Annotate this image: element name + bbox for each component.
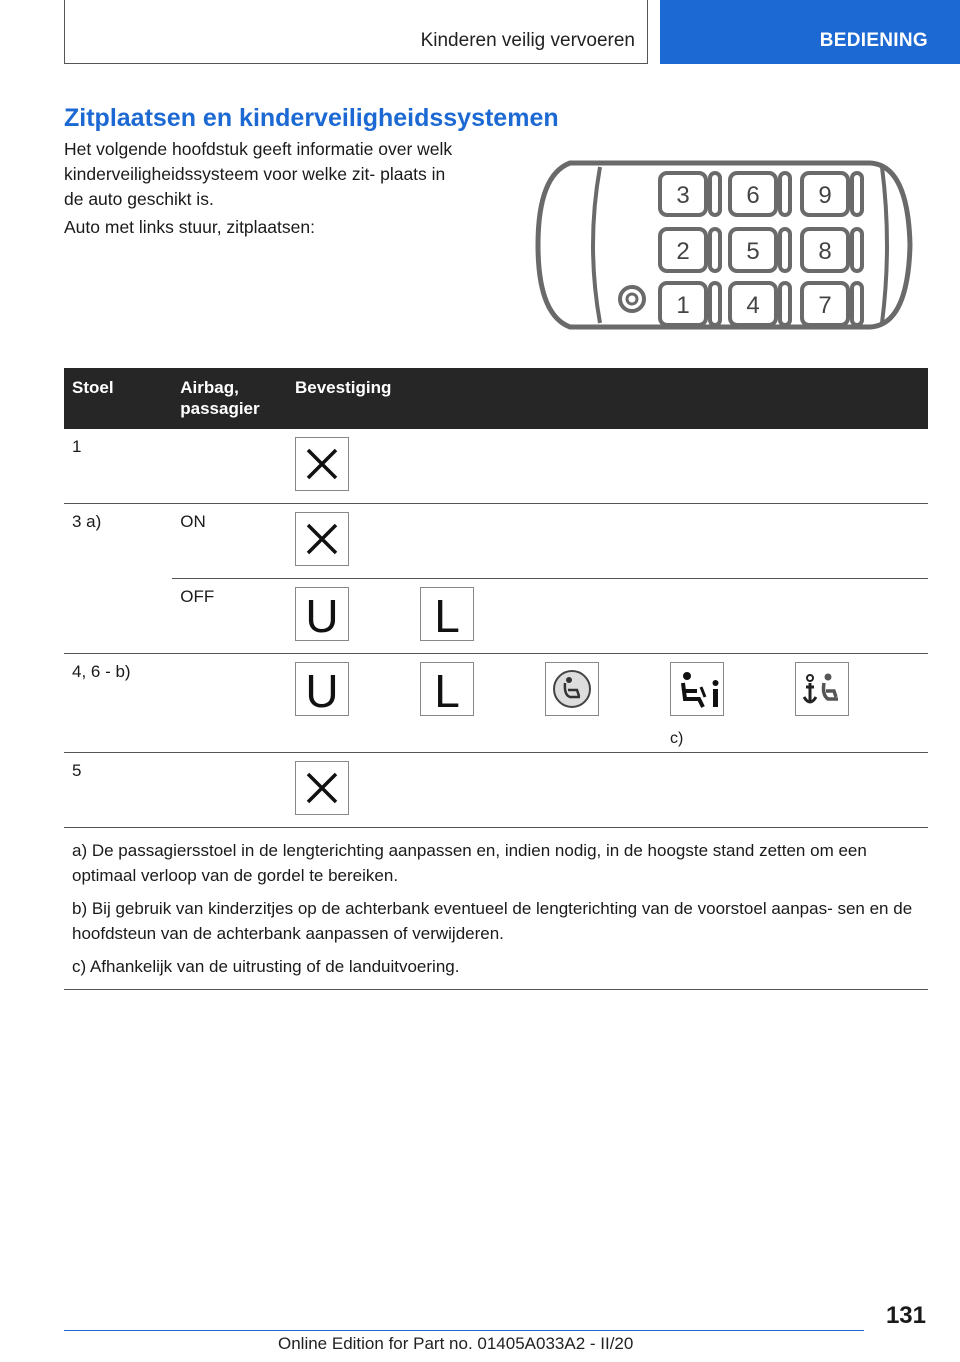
mounting-cell [287, 429, 928, 504]
icon-slot [545, 662, 670, 752]
column-header-mounting: Bevestiging [287, 368, 928, 429]
footnote-a: a) De passagiersstoel in de lengterichting aanpassen en, indien nodig, in de hoogste stand zetten om een optimaal verloop van de gordel te bereiken. [72, 841, 867, 885]
footnotes-row [64, 828, 928, 990]
icon-slot [295, 587, 420, 653]
not-suitable-icon [295, 512, 349, 566]
icon-slot [295, 512, 420, 578]
universal-category-icon [295, 587, 349, 641]
seat-number: 5 [746, 238, 760, 265]
airbag-cell [172, 753, 287, 828]
seat-backrest [780, 229, 790, 271]
seat-backrest [852, 283, 862, 325]
i-size-seat-icon [670, 662, 724, 716]
seat-cell: 3 a) [64, 504, 172, 654]
seat-backrest [852, 229, 862, 271]
seat-number: 6 [746, 182, 760, 209]
icon-slot [670, 662, 795, 752]
intro-text: Het volgende hoofdstuk geeft informatie over welk kinderveiligheidssysteem voor welke zit- plaats in de auto geschikt is. [64, 139, 453, 209]
not-suitable-icon [295, 437, 349, 491]
icon-slot [295, 761, 420, 827]
header-section-box [64, 0, 648, 64]
seat-number: 3 [676, 182, 690, 209]
not-suitable-icon [295, 761, 349, 815]
seat-number: 9 [818, 182, 832, 209]
airbag-cell: OFF [172, 579, 287, 654]
header-section-title: Kinderen veilig vervoeren [420, 30, 635, 51]
mounting-cell [287, 504, 928, 579]
table-row [64, 654, 928, 753]
icon-slot [420, 662, 545, 752]
seat-backrest [852, 173, 862, 215]
header-chapter-box [660, 0, 960, 64]
universal-category-icon [295, 662, 349, 716]
top-tether-anchor-icon [795, 662, 849, 716]
page-number: 131 [885, 1302, 926, 1329]
semi-universal-category-icon [420, 662, 474, 716]
icon-slot [295, 662, 420, 752]
table-row [64, 429, 928, 504]
seat-backrest [710, 229, 720, 271]
mounting-cell [287, 753, 928, 828]
seat-backrest [710, 173, 720, 215]
header-chapter-title: BEDIENING [819, 30, 928, 51]
table-header-row [64, 368, 928, 429]
airbag-cell [172, 429, 287, 504]
intro-text-seats: Auto met links stuur, zitplaatsen: [64, 217, 315, 237]
car-seats-diagram [530, 155, 920, 335]
seat-backrest [780, 173, 790, 215]
seat-number: 4 [746, 292, 760, 319]
icon-slot [420, 587, 545, 653]
seat-cell: 1 [64, 429, 172, 504]
footnote-b: b) Bij gebruik van kinderzitjes op de achterbank eventueel de lengterichting van de voorstoel aanpas- sen en de hoofdsteun van de achterbank aanpassen of verwijderen. [72, 899, 913, 943]
svg-text:L: L [434, 665, 460, 715]
svg-text:U: U [305, 665, 339, 715]
seat-backrest [710, 283, 720, 325]
column-header-seat: Stoel [64, 368, 172, 429]
icon-slot [795, 662, 920, 752]
seat-backrest [780, 283, 790, 325]
mounting-cell [287, 654, 928, 753]
seat-number: 8 [818, 238, 832, 265]
footer-divider [64, 1330, 864, 1331]
table-row [64, 579, 928, 654]
icon-footnote-ref: c) [670, 730, 684, 747]
svg-text:L: L [434, 590, 460, 640]
seat-number: 2 [676, 238, 690, 265]
icon-slot [295, 437, 420, 503]
car-rear-line [882, 167, 887, 323]
airbag-cell: ON [172, 504, 287, 579]
table-row [64, 753, 928, 828]
footer-edition: Online Edition for Part no. 01405A033A2 - II/20 [278, 1334, 634, 1353]
seat-cell: 5 [64, 753, 172, 828]
seat-number: 7 [818, 292, 832, 319]
semi-universal-category-icon [420, 587, 474, 641]
airbag-cell [172, 654, 287, 753]
svg-text:U: U [305, 590, 339, 640]
footnote-c: c) Afhankelijk van de uitrusting of de landuitvoering. [72, 957, 460, 976]
child-seat-table [64, 368, 928, 990]
column-header-airbag: Airbag, passagier [172, 368, 287, 429]
seat-number: 1 [676, 292, 690, 319]
table-row [64, 504, 928, 579]
page-title: Zitplaatsen en kinderveiligheidssystemen [64, 104, 559, 132]
footnotes-cell [64, 828, 928, 990]
isofix-seat-icon [545, 662, 599, 716]
steering-wheel-icon [620, 287, 644, 311]
seat-cell: 4, 6 - b) [64, 654, 172, 753]
car-front-line [593, 167, 600, 323]
mounting-cell [287, 579, 928, 654]
